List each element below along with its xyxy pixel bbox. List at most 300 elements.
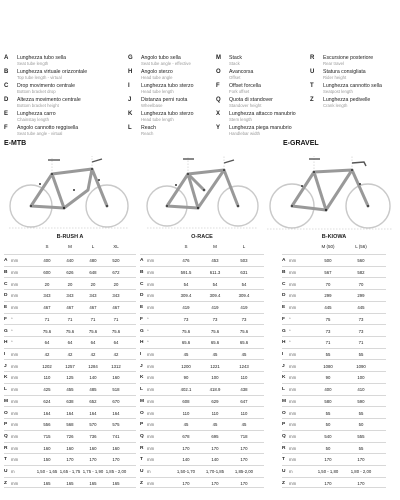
- legend-name: Quota di standover: [229, 97, 273, 103]
- column-header: M: [213, 244, 217, 249]
- table-cell: 170: [240, 480, 248, 486]
- row-key: C: [140, 281, 144, 287]
- row-key: P: [140, 422, 144, 428]
- legend-sub: Seatpost length: [323, 89, 353, 94]
- geometry-table-orace: [140, 234, 264, 492]
- table-cell: 467: [89, 305, 97, 311]
- row-unit: mm: [11, 387, 19, 393]
- table-cell: 125: [66, 375, 74, 381]
- table-cell: 1,65 - 1,75: [59, 469, 81, 475]
- table-row: [4, 336, 136, 348]
- legend-item: [128, 69, 194, 83]
- legend-key: T: [310, 83, 314, 89]
- table-cell: 485: [89, 387, 97, 393]
- table-cell: 503: [240, 258, 248, 264]
- legend-name: Statura consigliata: [323, 69, 366, 75]
- table-cell: 467: [66, 305, 74, 311]
- table-cell: 164: [43, 410, 51, 416]
- table-cell: 20: [90, 281, 96, 287]
- table-row: [282, 453, 386, 465]
- table-row: [140, 301, 264, 313]
- table-cell: 402.1: [180, 387, 192, 393]
- legend-name: Offset forcella: [229, 83, 261, 89]
- table-cell: 71: [44, 316, 50, 322]
- row-unit: mm: [289, 375, 297, 381]
- table-row: [4, 301, 136, 313]
- table-cell: 556: [43, 422, 51, 428]
- table-cell: 467: [112, 305, 120, 311]
- legend-key: E: [4, 111, 9, 117]
- row-unit: mm: [11, 433, 19, 439]
- row-key: O: [282, 410, 286, 416]
- table-body: [4, 254, 136, 488]
- legend-sub: Seat tube length: [17, 61, 49, 66]
- table-row: [140, 465, 264, 477]
- table-cell: 629: [211, 398, 219, 404]
- legend-sub: Head tube length: [141, 89, 174, 94]
- table-row: [4, 254, 136, 266]
- row-unit: mm: [147, 445, 155, 451]
- table-cell: 608: [182, 398, 190, 404]
- legend-key: U: [310, 69, 315, 75]
- table-row: [4, 348, 136, 360]
- row-key: L: [140, 387, 143, 393]
- row-unit: mm: [289, 433, 297, 439]
- row-key: P: [4, 422, 8, 428]
- table-cell: 64: [67, 340, 73, 346]
- section-title-egravel: E-GRAVEL: [283, 140, 319, 147]
- table-cell: 419: [182, 305, 190, 311]
- table-cell: 71: [325, 340, 331, 346]
- table-cell: 75.6: [65, 328, 75, 334]
- row-key: D: [282, 293, 286, 299]
- row-unit: mm: [11, 293, 19, 299]
- table-cell: 55: [325, 351, 331, 357]
- table-row: [282, 313, 386, 325]
- legend-item: [128, 55, 194, 69]
- table-cell: 440: [66, 258, 74, 264]
- table-cell: 400: [324, 387, 332, 393]
- table-cell: 70: [358, 281, 364, 287]
- table-cell: 20: [113, 281, 119, 287]
- table-cell: 741: [112, 433, 120, 439]
- legend-name: Lunghezza tubo sterzo: [141, 83, 194, 89]
- row-key: R: [140, 445, 144, 451]
- table-cell: 50: [358, 422, 364, 428]
- table-cell: 170: [357, 480, 365, 486]
- row-unit: m: [289, 469, 293, 475]
- legend-key: Q: [216, 97, 221, 103]
- table-cell: 309.4: [238, 293, 250, 299]
- table-cell: 425: [43, 387, 51, 393]
- row-unit: mm: [11, 375, 19, 381]
- table-row: [282, 254, 386, 266]
- legend-name: Drop movimento centrale: [17, 83, 75, 89]
- table-cell: 570: [89, 422, 97, 428]
- legend-item: [216, 69, 296, 83]
- row-unit: °: [289, 328, 291, 334]
- table-cell: 652: [89, 398, 97, 404]
- legend-column-2: [128, 55, 194, 139]
- row-unit: mm: [289, 363, 297, 369]
- row-unit: mm: [147, 305, 155, 311]
- row-key: A: [4, 258, 8, 264]
- row-unit: mm: [11, 410, 19, 416]
- legend-key: K: [128, 111, 133, 117]
- table-row: [282, 289, 386, 301]
- row-unit: mm: [289, 258, 297, 264]
- legend-item: [310, 83, 382, 97]
- row-key: R: [282, 445, 286, 451]
- legend-sub: Seat tube angle - effective: [141, 61, 191, 66]
- table-row: [282, 266, 386, 278]
- legend-item: [4, 69, 87, 83]
- row-unit: °: [147, 340, 149, 346]
- table-row: [140, 477, 264, 489]
- row-key: J: [4, 363, 7, 369]
- table-cell: 647: [240, 398, 248, 404]
- table-cell: 64: [90, 340, 96, 346]
- column-header: S: [184, 244, 188, 249]
- legend-key: B: [4, 69, 9, 75]
- table-row: [282, 442, 386, 454]
- table-row: [4, 477, 136, 489]
- geometry-legend: [4, 55, 396, 139]
- table-row: [4, 418, 136, 430]
- row-unit: mm: [147, 422, 155, 428]
- table-cell: 71: [358, 340, 364, 346]
- table-body: [282, 254, 386, 488]
- legend-item: [128, 97, 194, 111]
- table-cell: 445: [357, 305, 365, 311]
- column-header: L: [91, 244, 95, 249]
- legend-name: Lunghezza tubo sella: [17, 55, 67, 61]
- table-title: B-KIOWA: [321, 234, 347, 240]
- row-unit: mm: [147, 387, 155, 393]
- row-unit: mm: [11, 457, 19, 463]
- legend-sub: Chainstay length: [17, 117, 50, 122]
- geometry-table-brush: [4, 234, 136, 492]
- legend-name: Avancorsa: [229, 69, 254, 75]
- table-cell: 718: [240, 433, 248, 439]
- table-cell: 567: [324, 269, 332, 275]
- row-key: F: [282, 316, 285, 322]
- table-cell: 140: [211, 457, 219, 463]
- table-cell: 1,70-1,85: [205, 469, 225, 475]
- legend-sub: Offset: [229, 75, 241, 80]
- row-key: K: [140, 375, 144, 381]
- row-unit: mm: [147, 375, 155, 381]
- table-cell: 611.3: [209, 269, 221, 275]
- table-cell: 75.6: [88, 328, 98, 334]
- table-cell: 1080: [323, 363, 333, 369]
- table-row: [140, 371, 264, 383]
- row-key: L: [282, 387, 285, 393]
- legend-key: Y: [216, 125, 221, 131]
- column-header: L (56): [355, 244, 367, 249]
- legend-key: O: [216, 69, 221, 75]
- row-key: Z: [4, 480, 7, 486]
- row-unit: °: [147, 316, 149, 322]
- table-cell: 54: [183, 281, 189, 287]
- table-cell: 568: [66, 422, 74, 428]
- table-cell: 1243: [239, 363, 249, 369]
- legend-sub: Handlebar width: [229, 131, 261, 136]
- table-cell: 480: [89, 258, 97, 264]
- row-key: B: [282, 269, 286, 275]
- legend-key: Z: [310, 97, 314, 103]
- table-row: [140, 453, 264, 465]
- row-key: E: [4, 305, 8, 311]
- table-cell: 1,85-2,00: [234, 469, 254, 475]
- column-header: M: [68, 244, 72, 249]
- table-cell: 170: [112, 457, 120, 463]
- row-key: P: [282, 422, 286, 428]
- table-cell: 476: [182, 258, 190, 264]
- table-cell: 45: [183, 422, 189, 428]
- table-cell: 140: [182, 457, 190, 463]
- table-cell: 1090: [356, 363, 366, 369]
- table-row: [4, 430, 136, 442]
- table-cell: 64: [113, 340, 119, 346]
- row-unit: m: [147, 469, 151, 475]
- table-cell: 418.9: [209, 387, 221, 393]
- legend-sub: Standover height: [229, 103, 262, 108]
- table-cell: 65.6: [210, 340, 220, 346]
- legend-name: Lunghezza attacco manubrio: [229, 111, 296, 117]
- table-cell: 150: [43, 457, 51, 463]
- table-cell: 695: [211, 433, 219, 439]
- table-cell: 73: [325, 328, 331, 334]
- table-row: [140, 359, 264, 371]
- table-row: [140, 418, 264, 430]
- row-unit: mm: [289, 351, 297, 357]
- table-cell: 110: [211, 410, 219, 416]
- row-unit: mm: [11, 363, 19, 369]
- table-cell: 160: [112, 445, 120, 451]
- table-cell: 500: [324, 258, 332, 264]
- legend-item: [128, 125, 194, 139]
- row-key: I: [140, 351, 142, 357]
- legend-sub: Seat tube angle - virtual: [17, 131, 63, 136]
- legend-key: R: [310, 55, 315, 61]
- table-cell: 170: [182, 480, 190, 486]
- legend-item: [310, 55, 382, 69]
- bike-geometry-diagram-brush: [4, 150, 134, 232]
- legend-sub: Rear travel: [323, 61, 345, 66]
- table-row: [140, 348, 264, 360]
- table-row: [282, 406, 386, 418]
- table-cell: 455: [66, 387, 74, 393]
- legend-item: [216, 125, 296, 139]
- legend-sub: Head tube length: [141, 117, 174, 122]
- table-header: [140, 244, 264, 251]
- column-header: M (50): [321, 244, 335, 249]
- row-key: R: [4, 445, 8, 451]
- row-unit: mm: [289, 445, 297, 451]
- table-cell: 45: [183, 351, 189, 357]
- row-key: D: [4, 293, 8, 299]
- table-cell: 400: [43, 258, 51, 264]
- legend-item: [128, 83, 194, 97]
- legend-key: L: [128, 125, 132, 131]
- table-row: [282, 348, 386, 360]
- column-header: XL: [113, 244, 119, 249]
- row-key: I: [4, 351, 6, 357]
- table-cell: 54: [212, 281, 218, 287]
- legend-item: [4, 55, 87, 69]
- table-title: O-RACE: [191, 234, 213, 240]
- row-unit: mm: [289, 269, 297, 275]
- table-cell: 75: [325, 316, 331, 322]
- legend-name: Lunghezza tubo sterzo: [141, 111, 194, 117]
- row-unit: mm: [147, 281, 155, 287]
- table-cell: 110: [182, 410, 190, 416]
- table-cell: 73: [212, 316, 218, 322]
- table-cell: 715: [43, 433, 51, 439]
- table-cell: 626: [66, 269, 74, 275]
- table-cell: 140: [89, 375, 97, 381]
- table-cell: 110: [43, 375, 51, 381]
- table-cell: 1,85 - 2,00: [105, 469, 127, 475]
- table-cell: 591.5: [180, 269, 192, 275]
- table-row: [4, 313, 136, 325]
- table-cell: 638: [66, 398, 74, 404]
- table-row: [140, 430, 264, 442]
- legend-sub: Wheelbase: [141, 103, 163, 108]
- table-cell: 1221: [210, 363, 220, 369]
- row-key: Q: [140, 433, 144, 439]
- table-cell: 600: [43, 269, 51, 275]
- table-row: [4, 406, 136, 418]
- table-cell: 45: [212, 422, 218, 428]
- row-key: H: [282, 340, 286, 346]
- table-row: [140, 395, 264, 407]
- table-cell: 42: [67, 351, 73, 357]
- table-row: [140, 442, 264, 454]
- row-key: M: [4, 398, 8, 404]
- column-header: L: [242, 244, 246, 249]
- table-cell: 75.6: [210, 328, 220, 334]
- table-cell: 438: [240, 387, 248, 393]
- table-row: [4, 453, 136, 465]
- table-cell: 42: [113, 351, 119, 357]
- row-key: C: [4, 281, 8, 287]
- table-cell: 73: [358, 328, 364, 334]
- table-cell: 54: [241, 281, 247, 287]
- table-cell: 540: [324, 433, 332, 439]
- legend-sub: Crank length: [323, 103, 348, 108]
- table-cell: 160: [112, 375, 120, 381]
- table-cell: 678: [182, 433, 190, 439]
- table-cell: 170: [240, 445, 248, 451]
- table-cell: 419: [240, 305, 248, 311]
- table-row: [140, 289, 264, 301]
- legend-name: Lunghezza piega manubrio: [229, 125, 292, 131]
- table-row: [4, 442, 136, 454]
- table-row: [4, 465, 136, 477]
- row-key: U: [140, 469, 144, 475]
- row-key: U: [282, 469, 286, 475]
- bike-geometry-diagram-bkiowa: [262, 150, 396, 232]
- table-cell: 45: [241, 351, 247, 357]
- table-cell: 670: [112, 398, 120, 404]
- table-cell: 45: [241, 422, 247, 428]
- row-unit: mm: [147, 293, 155, 299]
- table-cell: 299: [357, 293, 365, 299]
- table-cell: 73: [358, 316, 364, 322]
- table-cell: 170: [324, 480, 332, 486]
- row-key: I: [282, 351, 284, 357]
- table-cell: 672: [112, 269, 120, 275]
- row-key: C: [282, 281, 286, 287]
- table-cell: 343: [89, 293, 97, 299]
- row-unit: mm: [289, 387, 297, 393]
- row-unit: °: [11, 316, 13, 322]
- row-key: M: [282, 398, 286, 404]
- legend-item: [4, 111, 87, 125]
- table-cell: 75.6: [111, 328, 121, 334]
- legend-item: [310, 69, 382, 83]
- legend-name: Angolo cannotto reggisella: [17, 125, 79, 131]
- row-key: Z: [282, 480, 285, 486]
- legend-sub: Bottom bracket height: [17, 103, 59, 108]
- row-unit: mm: [147, 363, 155, 369]
- legend-item: [216, 111, 296, 125]
- row-key: B: [4, 269, 8, 275]
- table-cell: 20: [44, 281, 50, 287]
- table-cell: 170: [324, 457, 332, 463]
- legend-key: X: [216, 111, 221, 117]
- row-key: U: [4, 469, 8, 475]
- table-row: [282, 430, 386, 442]
- row-key: F: [4, 316, 7, 322]
- row-key: T: [282, 457, 285, 463]
- table-cell: 160: [66, 445, 74, 451]
- table-cell: 555: [357, 433, 365, 439]
- legend-sub: Rider height: [323, 75, 347, 80]
- table-row: [282, 418, 386, 430]
- legend-item: [4, 97, 87, 111]
- table-header: [282, 244, 386, 251]
- table-cell: 1,75 - 1,90: [82, 469, 104, 475]
- table-cell: 55: [358, 351, 364, 357]
- row-unit: °: [11, 328, 13, 334]
- table-cell: 42: [44, 351, 50, 357]
- row-key: K: [4, 375, 8, 381]
- table-row: [282, 336, 386, 348]
- legend-name: Altezza movimento centrale: [17, 97, 81, 103]
- legend-item: [4, 125, 87, 139]
- column-header: S: [45, 244, 49, 249]
- table-cell: 1284: [88, 363, 98, 369]
- table-cell: 64: [44, 340, 50, 346]
- table-cell: 1312: [111, 363, 121, 369]
- table-cell: 590: [357, 398, 365, 404]
- table-cell: 165: [112, 480, 120, 486]
- legend-name: Escursione posteriore: [323, 55, 374, 61]
- row-key: G: [4, 328, 8, 334]
- row-unit: mm: [289, 422, 297, 428]
- legend-item: [128, 111, 194, 125]
- table-row: [282, 324, 386, 336]
- row-unit: mm: [289, 281, 297, 287]
- row-key: D: [140, 293, 144, 299]
- table-cell: 582: [357, 269, 365, 275]
- row-unit: mm: [147, 258, 155, 264]
- table-cell: 419: [211, 305, 219, 311]
- table-cell: 70: [325, 281, 331, 287]
